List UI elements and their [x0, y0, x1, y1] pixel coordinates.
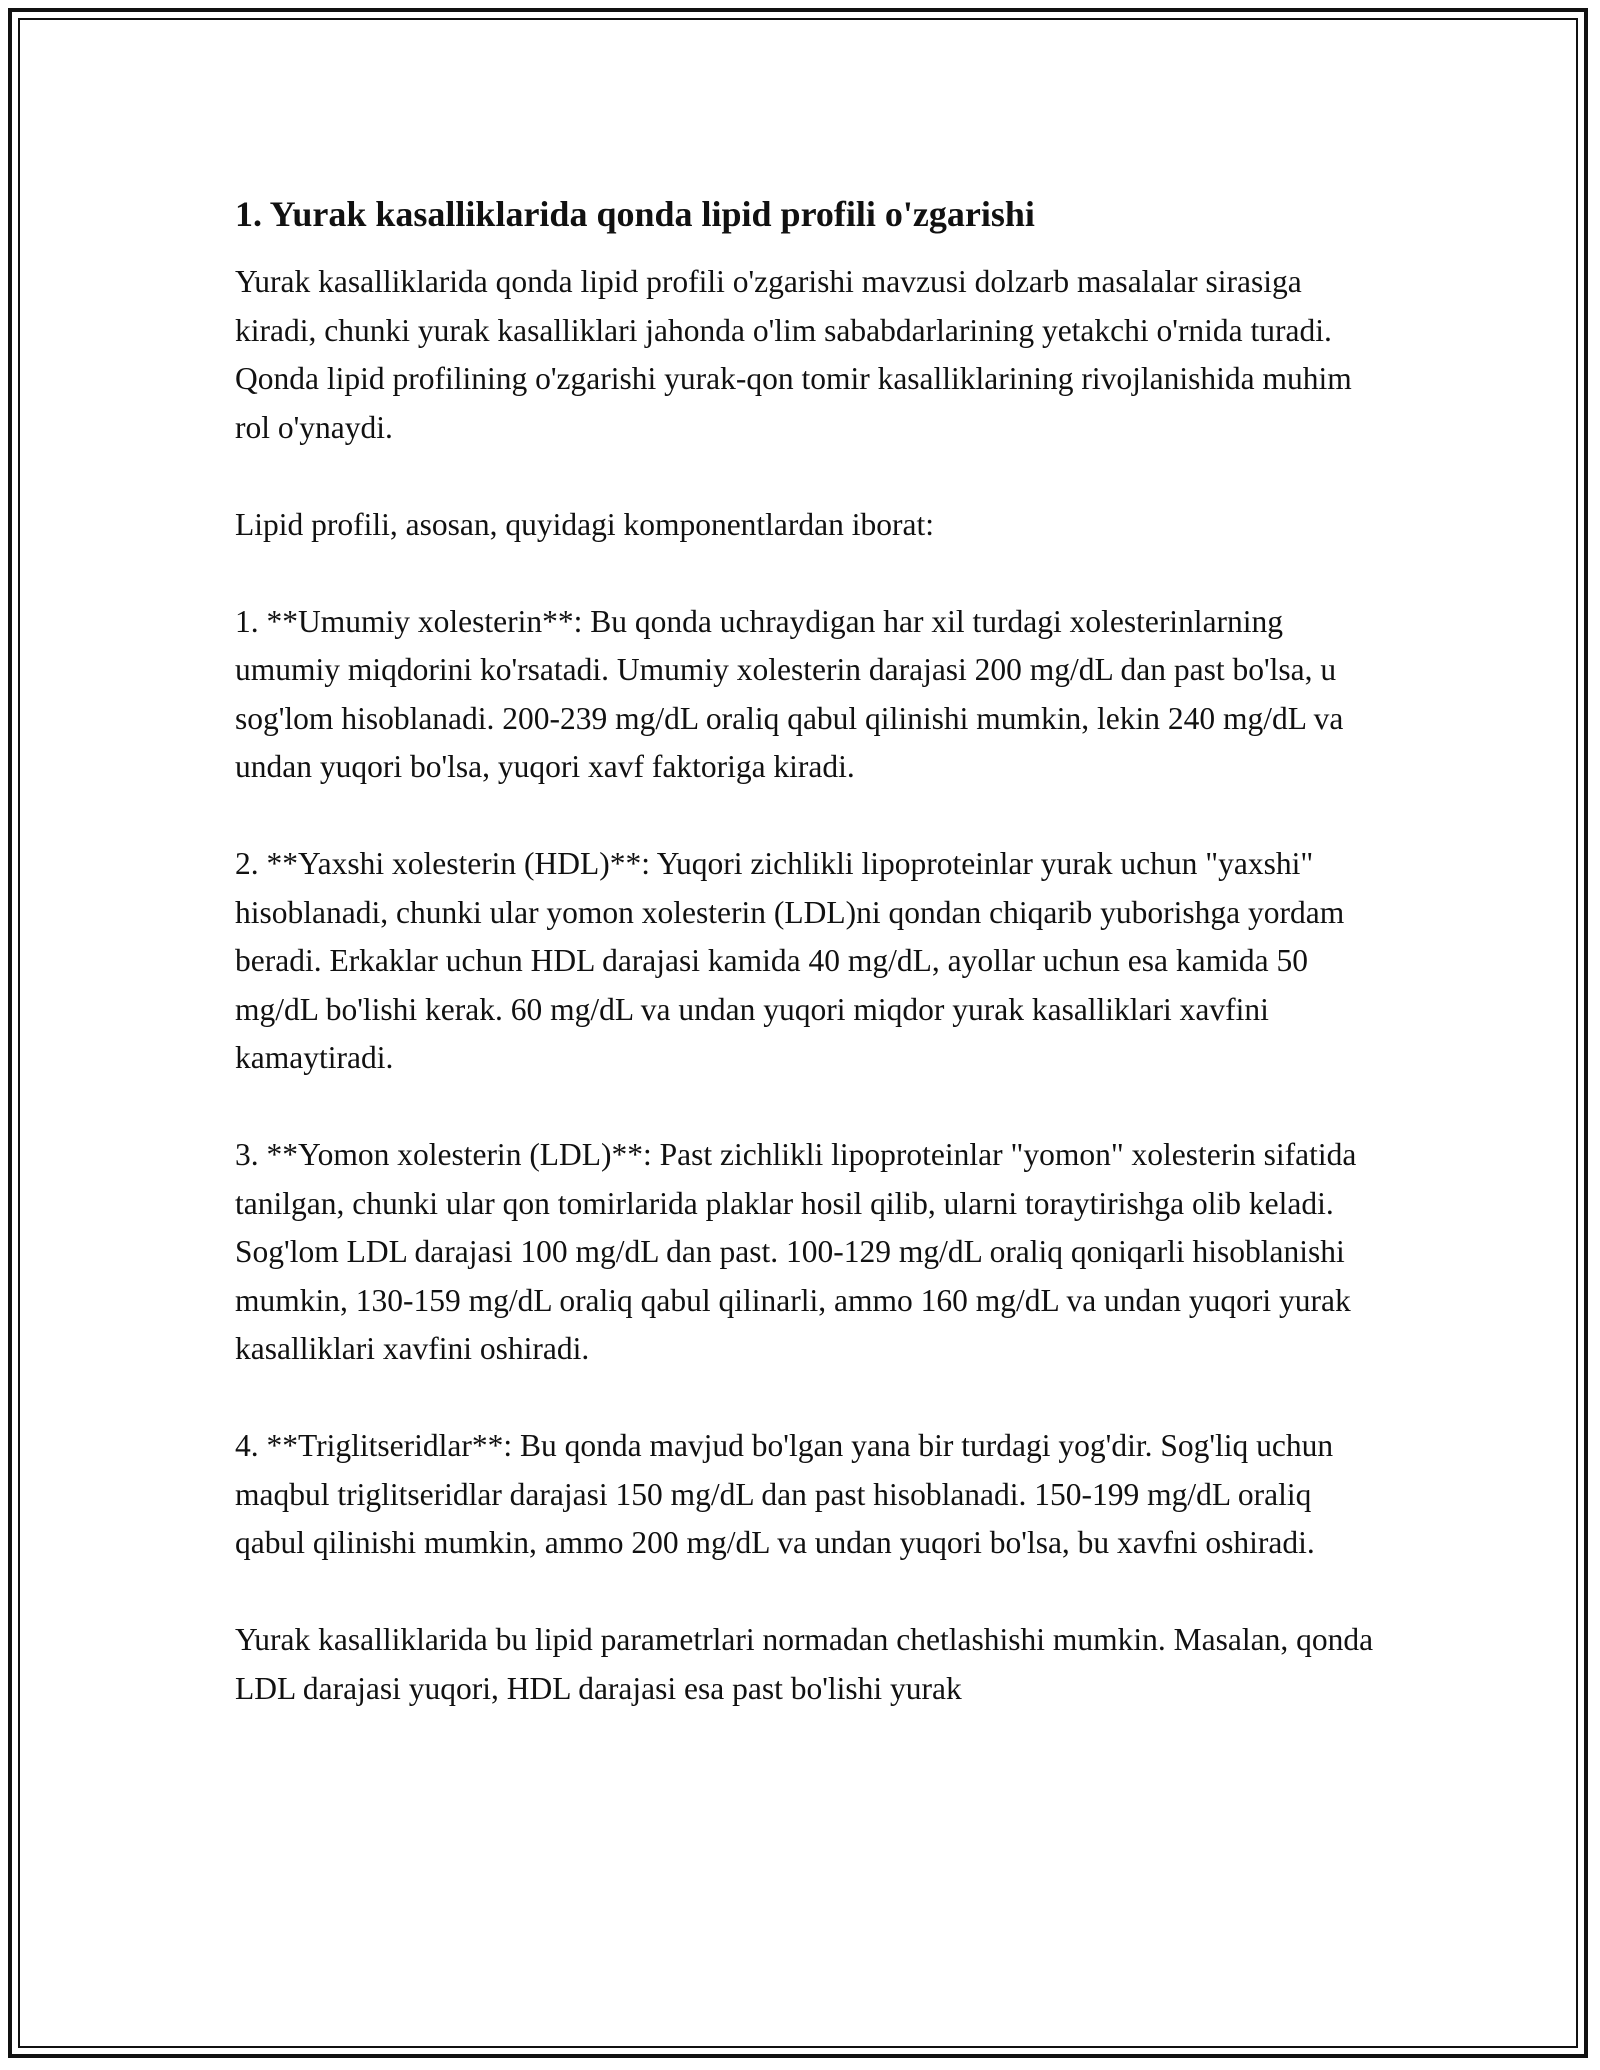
- components-intro-paragraph: Lipid profili, asosan, quyidagi komponentlardan iborat:: [235, 506, 934, 542]
- total-cholesterol-paragraph: 1. **Umumiy xolesterin**: Bu qonda uchraydigan har xil turdagi xolesterinlarning umumiy miqdorini ko'rsatadi. Umumiy xolesterin darajasi 200 mg/dL dan past bo'lsa, u sog'lom hisoblanadi. 200-239 mg/dL oraliq qabul qilinishi mumkin, lekin 240 mg/dL va undan yuqori bo'lsa, yuqori xavf faktoriga kiradi.: [235, 603, 1344, 784]
- hdl-paragraph: 2. **Yaxshi xolesterin (HDL)**: Yuqori zichlikli lipoproteinlar yurak uchun "yaxshi" hisoblanadi, chunki ular yomon xolesterin (LDL)ni qondan chiqarib yuborishga yordam beradi. Erkaklar uchun HDL darajasi kamida 40 mg/dL, ayollar uchun esa kamida 50 mg/dL bo'lishi kerak. 60 mg/dL va undan yuqori miqdor yurak kasalliklari xavfini kamaytiradi.: [235, 846, 1345, 1075]
- triglycerides-paragraph: 4. **Triglitseridlar**: Bu qonda mavjud bo'lgan yana bir turdagi yog'dir. Sog'liq uchun maqbul triglitseridlar darajasi 150 mg/dL dan past hisoblanadi. 150-199 mg/dL oraliq qabul qilinishi mumkin, ammo 200 mg/dL va undan yuqori bo'lsa, bu xavfni oshiradi.: [235, 1428, 1334, 1560]
- document-body: [235, 188, 1375, 1762]
- ldl-paragraph: 3. **Yomon xolesterin (LDL)**: Past zichlikli lipoproteinlar "yomon" xolesterin sifatida tanilgan, chunki ular qon tomirlarida plaklar hosil qilib, ularni toraytirishga olib keladi. Sog'lom LDL darajasi 100 mg/dL dan past. 100-129 mg/dL oraliq qoniqarli hisoblanishi mumkin, 130-159 mg/dL oraliq qabul qilinarli, ammo 160 mg/dL va undan yuqori yurak kasalliklari xavfini oshiradi.: [235, 1137, 1357, 1366]
- document-title: 1. Yurak kasalliklarida qonda lipid profili o'zgarishi: [235, 194, 1035, 234]
- conclusion-paragraph: Yurak kasalliklarida bu lipid parametrlari normadan chetlashishi mumkin. Masalan, qonda LDL darajasi yuqori, HDL darajasi esa past bo'lishi yurak: [235, 1622, 1374, 1706]
- intro-paragraph: Yurak kasalliklarida qonda lipid profili o'zgarishi mavzusi dolzarb masalalar sirasiga kiradi, chunki yurak kasalliklari jahonda o'lim sababdarlarining yetakchi o'rnida turadi. Qonda lipid profilining o'zgarishi yurak-qon tomir kasalliklarining rivojlanishida muhim rol o'ynaydi.: [235, 264, 1352, 445]
